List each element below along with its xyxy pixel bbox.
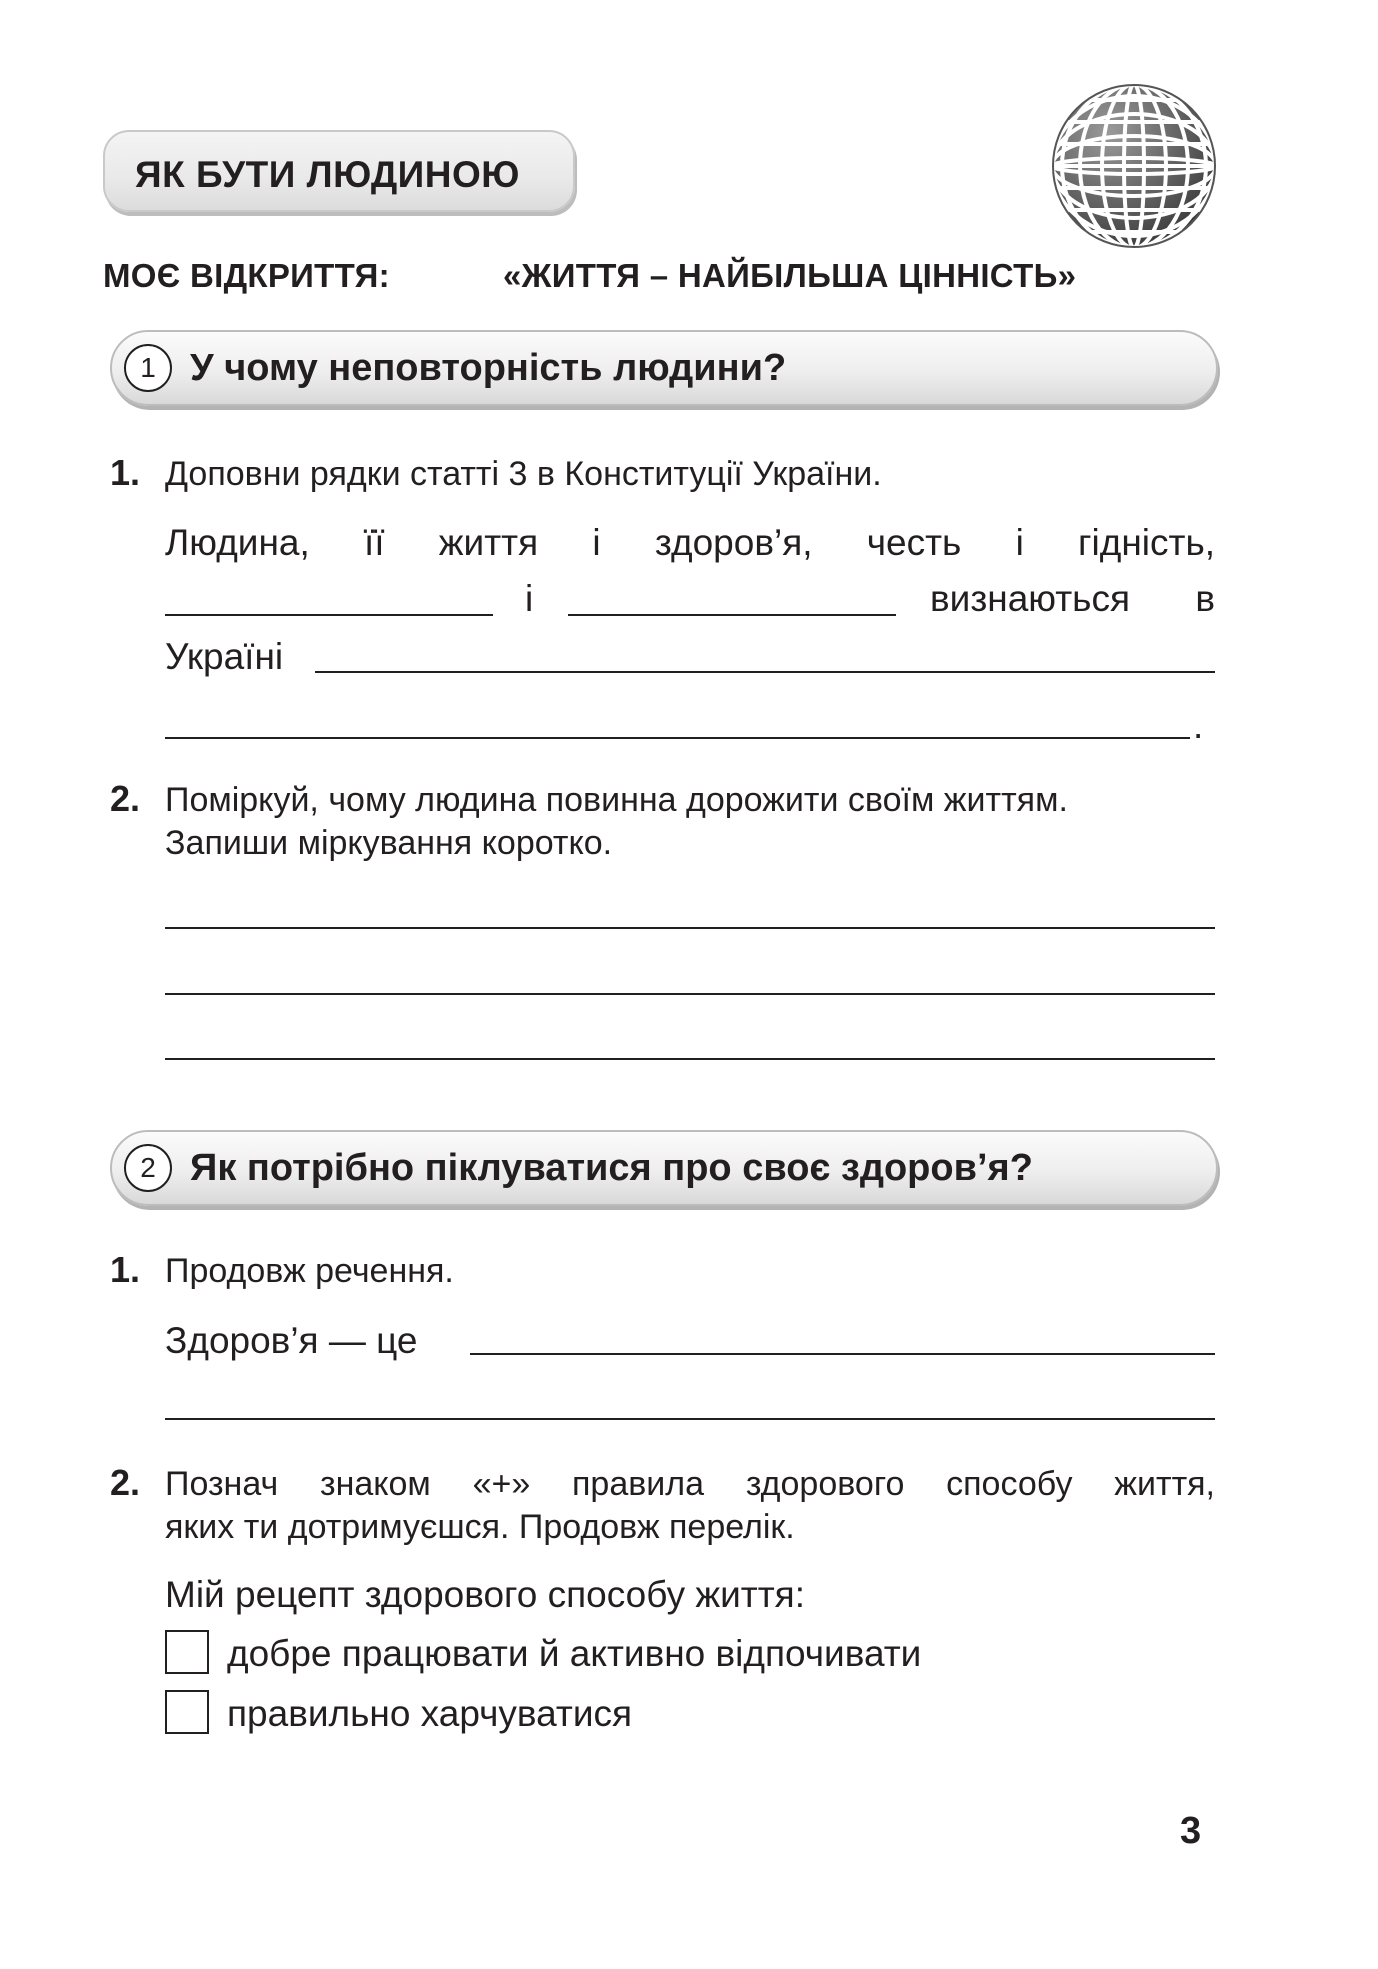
s1-q1-conj: і — [525, 578, 534, 619]
s1-q1-prompt: Доповни рядки статті 3 в Конституції України. — [165, 455, 882, 493]
blank-field[interactable] — [165, 1418, 1215, 1420]
answer-line[interactable] — [165, 1058, 1215, 1060]
blank-field[interactable] — [470, 1353, 1215, 1355]
s1-q2-number: 2. — [110, 778, 141, 819]
answer-line[interactable] — [165, 927, 1215, 929]
blank-field[interactable] — [165, 614, 493, 616]
s1-q1-line3: Україні — [165, 636, 284, 677]
section-2-title: Як потрібно піклуватися про своє здоров’я? — [190, 1147, 1033, 1189]
topic-title: ЯК БУТИ ЛЮДИНОЮ — [135, 154, 520, 195]
blank-field[interactable] — [165, 737, 1190, 739]
s2-q1-lead: Здоров’я — це — [165, 1320, 418, 1361]
s2-q2-prompt-line1: Познач знаком «+» правила здорового способу життя, — [165, 1465, 1215, 1503]
globe-icon — [1050, 82, 1218, 250]
s2-q2-prompt-line2: яких ти дотримуєшся. Продовж перелік. — [165, 1508, 795, 1546]
s1-q1-line1: Людина, її життя і здоров’я, честь і гідність, — [165, 522, 1215, 563]
checklist-item: правильно харчуватися — [227, 1693, 633, 1734]
s2-q1-prompt: Продовж речення. — [165, 1252, 454, 1290]
s1-q2-prompt-line2: Запиши міркування коротко. — [165, 824, 613, 862]
checklist-item: добре працювати й активно відпочивати — [227, 1633, 922, 1674]
s2-q1-number: 1. — [110, 1249, 141, 1290]
discovery-title: «ЖИТТЯ – НАЙБІЛЬША ЦІННІСТЬ» — [503, 257, 1077, 294]
s1-q2-prompt-line1: Поміркуй, чому людина повинна дорожити своїм життям. — [165, 781, 1068, 819]
page-number: 3 — [1180, 1810, 1202, 1852]
section-1-number: 1 — [124, 344, 172, 392]
section-1-header — [110, 330, 1218, 406]
section-2-number: 2 — [124, 1144, 172, 1192]
s1-q1-number: 1. — [110, 452, 141, 493]
discovery-label: МОЄ ВІДКРИТТЯ: — [103, 257, 390, 294]
blank-field[interactable] — [315, 671, 1215, 673]
s2-q2-number: 2. — [110, 1462, 141, 1503]
checkbox-nutrition[interactable] — [165, 1690, 209, 1734]
s1-q1-tail: визнаються в — [930, 578, 1215, 619]
section-2-header — [110, 1130, 1218, 1206]
s1-q1-end: . — [1193, 705, 1204, 746]
blank-field[interactable] — [568, 614, 896, 616]
answer-line[interactable] — [165, 993, 1215, 995]
discovery-heading — [103, 257, 1223, 295]
recipe-title: Мій рецепт здорового способу життя: — [165, 1574, 805, 1615]
section-1-title: У чому неповторність людини? — [190, 347, 787, 389]
checkbox-work-rest[interactable] — [165, 1630, 209, 1674]
topic-banner — [103, 130, 575, 212]
